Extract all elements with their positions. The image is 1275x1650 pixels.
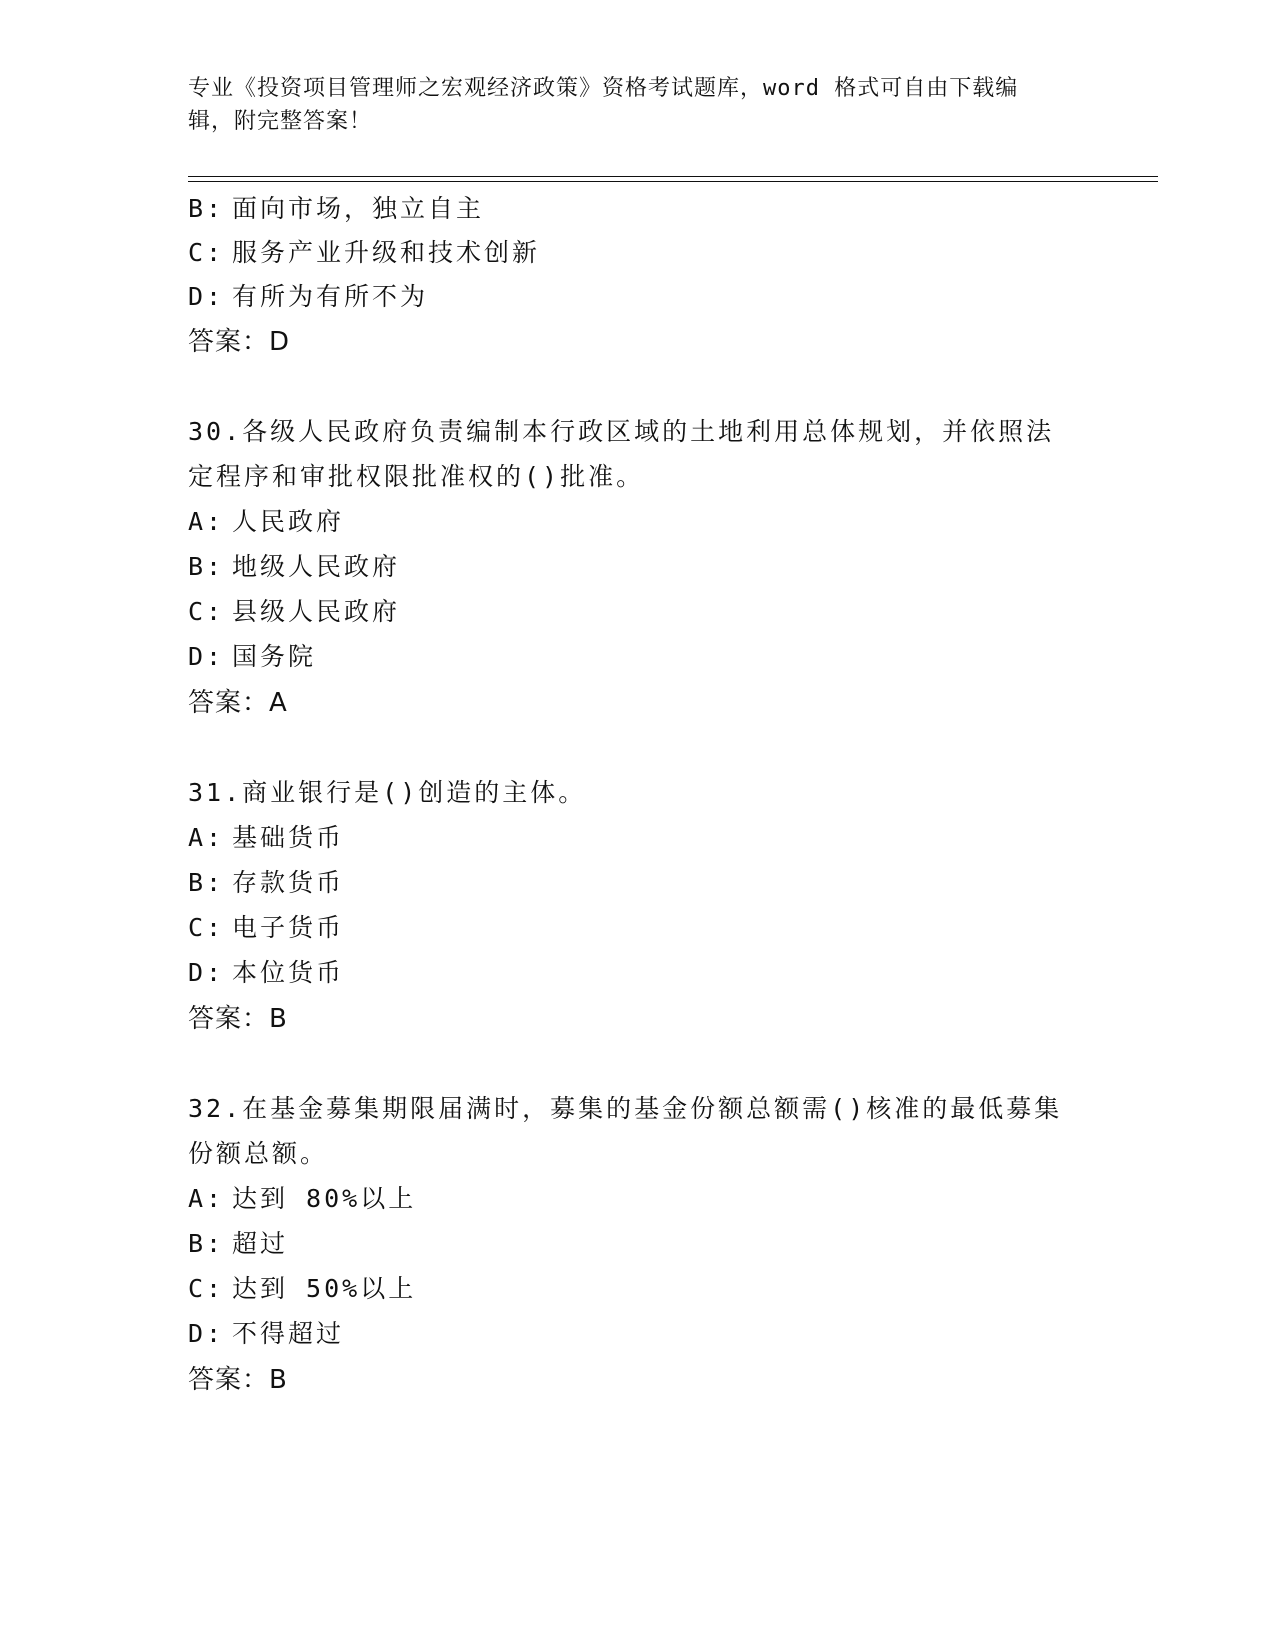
option-text: 服务产业升级和技术创新 xyxy=(232,238,541,267)
q30-option-a xyxy=(188,506,344,538)
q31-stem-line-1: 31.商业银行是()创造的主体。 xyxy=(188,778,587,807)
option-letter: C: xyxy=(188,238,225,267)
option-text: 地级人民政府 xyxy=(232,552,401,581)
option-text: 人民政府 xyxy=(232,507,345,536)
option-text: 达到 80%以上 xyxy=(232,1184,417,1213)
q30-option-d xyxy=(188,641,316,673)
q29-option-b xyxy=(188,193,484,225)
q31-option-d xyxy=(188,957,344,989)
option-letter: C: xyxy=(188,597,225,626)
option-text: 本位货币 xyxy=(232,958,345,987)
header-rule-top xyxy=(188,176,1158,177)
option-text: 不得超过 xyxy=(232,1319,345,1348)
option-letter: B: xyxy=(188,194,225,223)
option-letter: A: xyxy=(188,507,225,536)
option-letter: D: xyxy=(188,282,225,311)
q32-option-b xyxy=(188,1228,288,1260)
option-letter: D: xyxy=(188,958,225,987)
q31-answer: 答案：B xyxy=(188,1004,288,1034)
q30-option-b xyxy=(188,551,400,583)
option-text: 达到 50%以上 xyxy=(232,1274,417,1303)
q30-option-c xyxy=(188,596,400,628)
option-letter: C: xyxy=(188,1274,225,1303)
option-letter: C: xyxy=(188,913,225,942)
q31-option-c xyxy=(188,912,344,944)
option-text: 超过 xyxy=(232,1229,289,1258)
option-text: 基础货币 xyxy=(232,823,345,852)
q32-option-c xyxy=(188,1273,416,1305)
q31-option-a xyxy=(188,822,344,854)
q32-stem-line-2: 份额总额。 xyxy=(188,1139,329,1168)
q32-stem-line-1: 32.在基金募集期限届满时，募集的基金份额总额需()核准的最低募集 xyxy=(188,1094,1063,1123)
option-text: 电子货币 xyxy=(232,913,345,942)
option-text: 有所为有所不为 xyxy=(232,282,429,311)
option-letter: B: xyxy=(188,1229,225,1258)
option-letter: A: xyxy=(188,1184,225,1213)
option-letter: A: xyxy=(188,823,225,852)
q29-option-d xyxy=(188,281,428,313)
q29-answer: 答案：D xyxy=(188,327,291,357)
option-letter: B: xyxy=(188,552,225,581)
header-line-1: 专业《投资项目管理师之宏观经济政策》资格考试题库，word 格式可自由下载编 xyxy=(188,76,1019,101)
header-rule-bottom xyxy=(188,181,1158,182)
option-text: 面向市场，独立自主 xyxy=(232,194,485,223)
page-header xyxy=(188,72,1068,138)
q30-stem-line-2: 定程序和审批权限批准权的()批准。 xyxy=(188,462,645,491)
option-text: 存款货币 xyxy=(232,868,345,897)
option-letter: B: xyxy=(188,868,225,897)
q30-answer: 答案：A xyxy=(188,688,288,718)
q29-option-c xyxy=(188,237,540,269)
q32-option-d xyxy=(188,1318,344,1350)
option-text: 国务院 xyxy=(232,642,317,671)
option-text: 县级人民政府 xyxy=(232,597,401,626)
q32-answer: 答案：B xyxy=(188,1365,288,1395)
header-line-2: 辑，附完整答案！ xyxy=(188,109,373,134)
q30-stem-line-1: 30.各级人民政府负责编制本行政区域的土地利用总体规划，并依照法 xyxy=(188,417,1055,446)
q32-option-a xyxy=(188,1183,416,1215)
q31-option-b xyxy=(188,867,344,899)
option-letter: D: xyxy=(188,1319,225,1348)
option-letter: D: xyxy=(188,642,225,671)
